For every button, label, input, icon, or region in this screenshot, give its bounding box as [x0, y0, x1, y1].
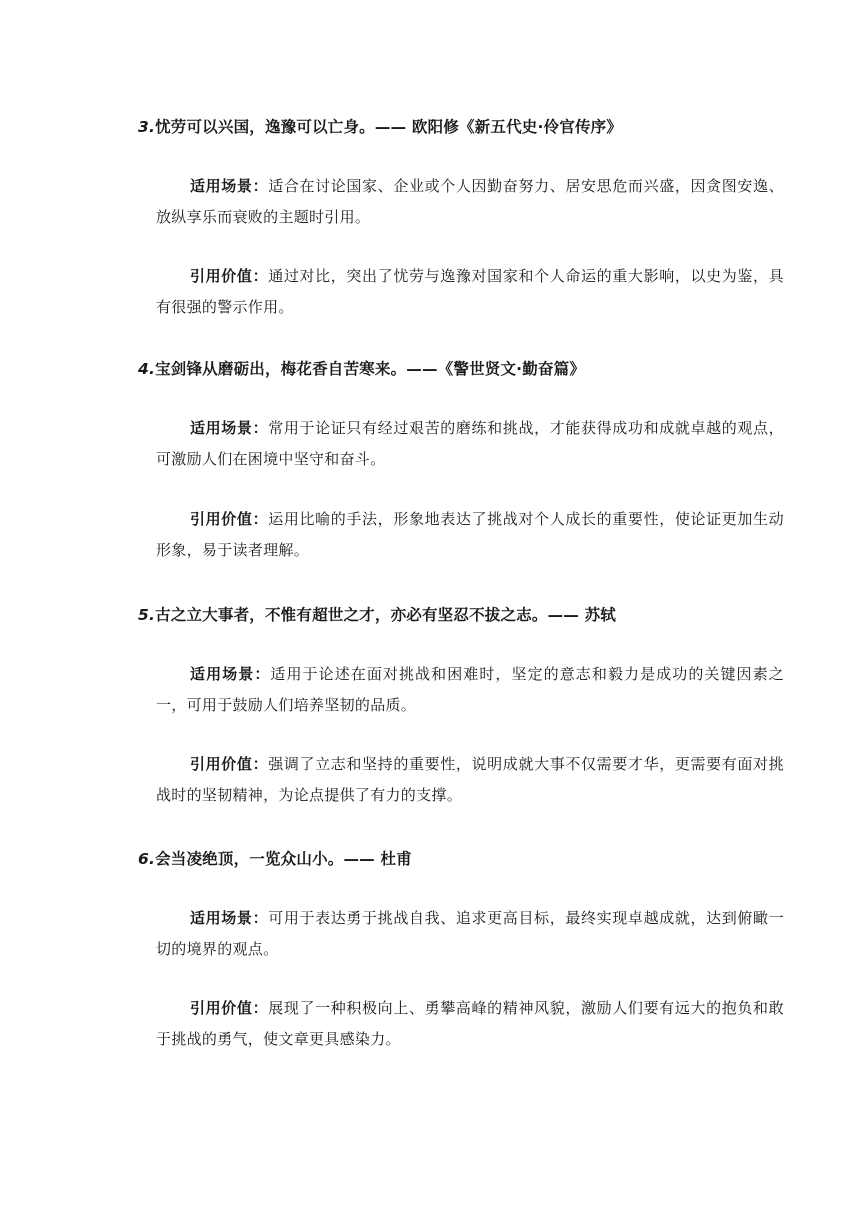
label-separator: ： [252, 755, 269, 773]
value-paragraph [156, 504, 784, 566]
value-paragraph [156, 261, 784, 323]
label-separator: ： [252, 510, 269, 528]
scene-paragraph [156, 903, 784, 965]
scene-label: 适用场景 [190, 909, 253, 927]
scene-text: 适合在讨论国家、企业或个人因勤奋努力、居安思危而兴盛，因贪图安逸、放纵享乐而衰败的主题时引用。 [156, 177, 784, 226]
quote-number: 5. [138, 606, 156, 624]
quote-number: 6. [138, 850, 156, 868]
scene-paragraph [156, 659, 784, 721]
label-separator: ： [252, 267, 269, 285]
quote-text: 会当凌绝顶，一览众山小。—— 杜甫 [155, 850, 412, 868]
quote-text: 宝剑锋从磨砺出，梅花香自苦寒来。——《警世贤文·勤奋篇》 [155, 360, 586, 378]
quote-heading [138, 604, 798, 626]
value-paragraph [156, 749, 784, 811]
value-text: 运用比喻的手法，形象地表达了挑战对个人成长的重要性，使论证更加生动形象，易于读者理解。 [156, 510, 784, 559]
quote-heading [138, 848, 798, 870]
scene-paragraph [156, 413, 784, 475]
quote-text: 忧劳可以兴国，逸豫可以亡身。—— 欧阳修《新五代史·伶官传序》 [155, 118, 623, 136]
label-separator: ： [252, 177, 269, 195]
scene-text: 常用于论证只有经过艰苦的磨练和挑战，才能获得成功和成就卓越的观点，可激励人们在困境中坚守和奋斗。 [156, 419, 784, 468]
value-label: 引用价值 [190, 755, 253, 773]
value-label: 引用价值 [190, 999, 253, 1017]
scene-label: 适用场景 [190, 419, 253, 437]
scene-label: 适用场景 [190, 665, 255, 683]
scene-text: 适用于论述在面对挑战和困难时，坚定的意志和毅力是成功的关键因素之一，可用于鼓励人们培养坚韧的品质。 [156, 665, 784, 714]
value-paragraph [156, 993, 784, 1055]
quote-heading [138, 358, 798, 380]
scene-text: 可用于表达勇于挑战自我、追求更高目标，最终实现卓越成就，达到俯瞰一切的境界的观点。 [156, 909, 784, 958]
quote-number: 4. [138, 360, 156, 378]
quote-text: 古之立大事者，不惟有超世之才，亦必有坚忍不拔之志。—— 苏轼 [155, 606, 616, 624]
value-text: 强调了立志和坚持的重要性，说明成就大事不仅需要才华，更需要有面对挑战时的坚韧精神，为论点提供了有力的支撑。 [156, 755, 784, 804]
value-text: 展现了一种积极向上、勇攀高峰的精神风貌，激励人们要有远大的抱负和敢于挑战的勇气，使文章更具感染力。 [156, 999, 784, 1048]
quote-number: 3. [138, 118, 156, 136]
label-separator: ： [252, 909, 269, 927]
quote-heading [138, 116, 798, 138]
value-label: 引用价值 [190, 510, 253, 528]
label-separator: ： [252, 419, 269, 437]
value-label: 引用价值 [190, 267, 253, 285]
scene-paragraph [156, 171, 784, 233]
label-separator: ： [252, 999, 269, 1017]
label-separator: ： [254, 665, 271, 683]
value-text: 通过对比，突出了忧劳与逸豫对国家和个人命运的重大影响，以史为鉴，具有很强的警示作用。 [156, 267, 784, 316]
scene-label: 适用场景 [190, 177, 253, 195]
